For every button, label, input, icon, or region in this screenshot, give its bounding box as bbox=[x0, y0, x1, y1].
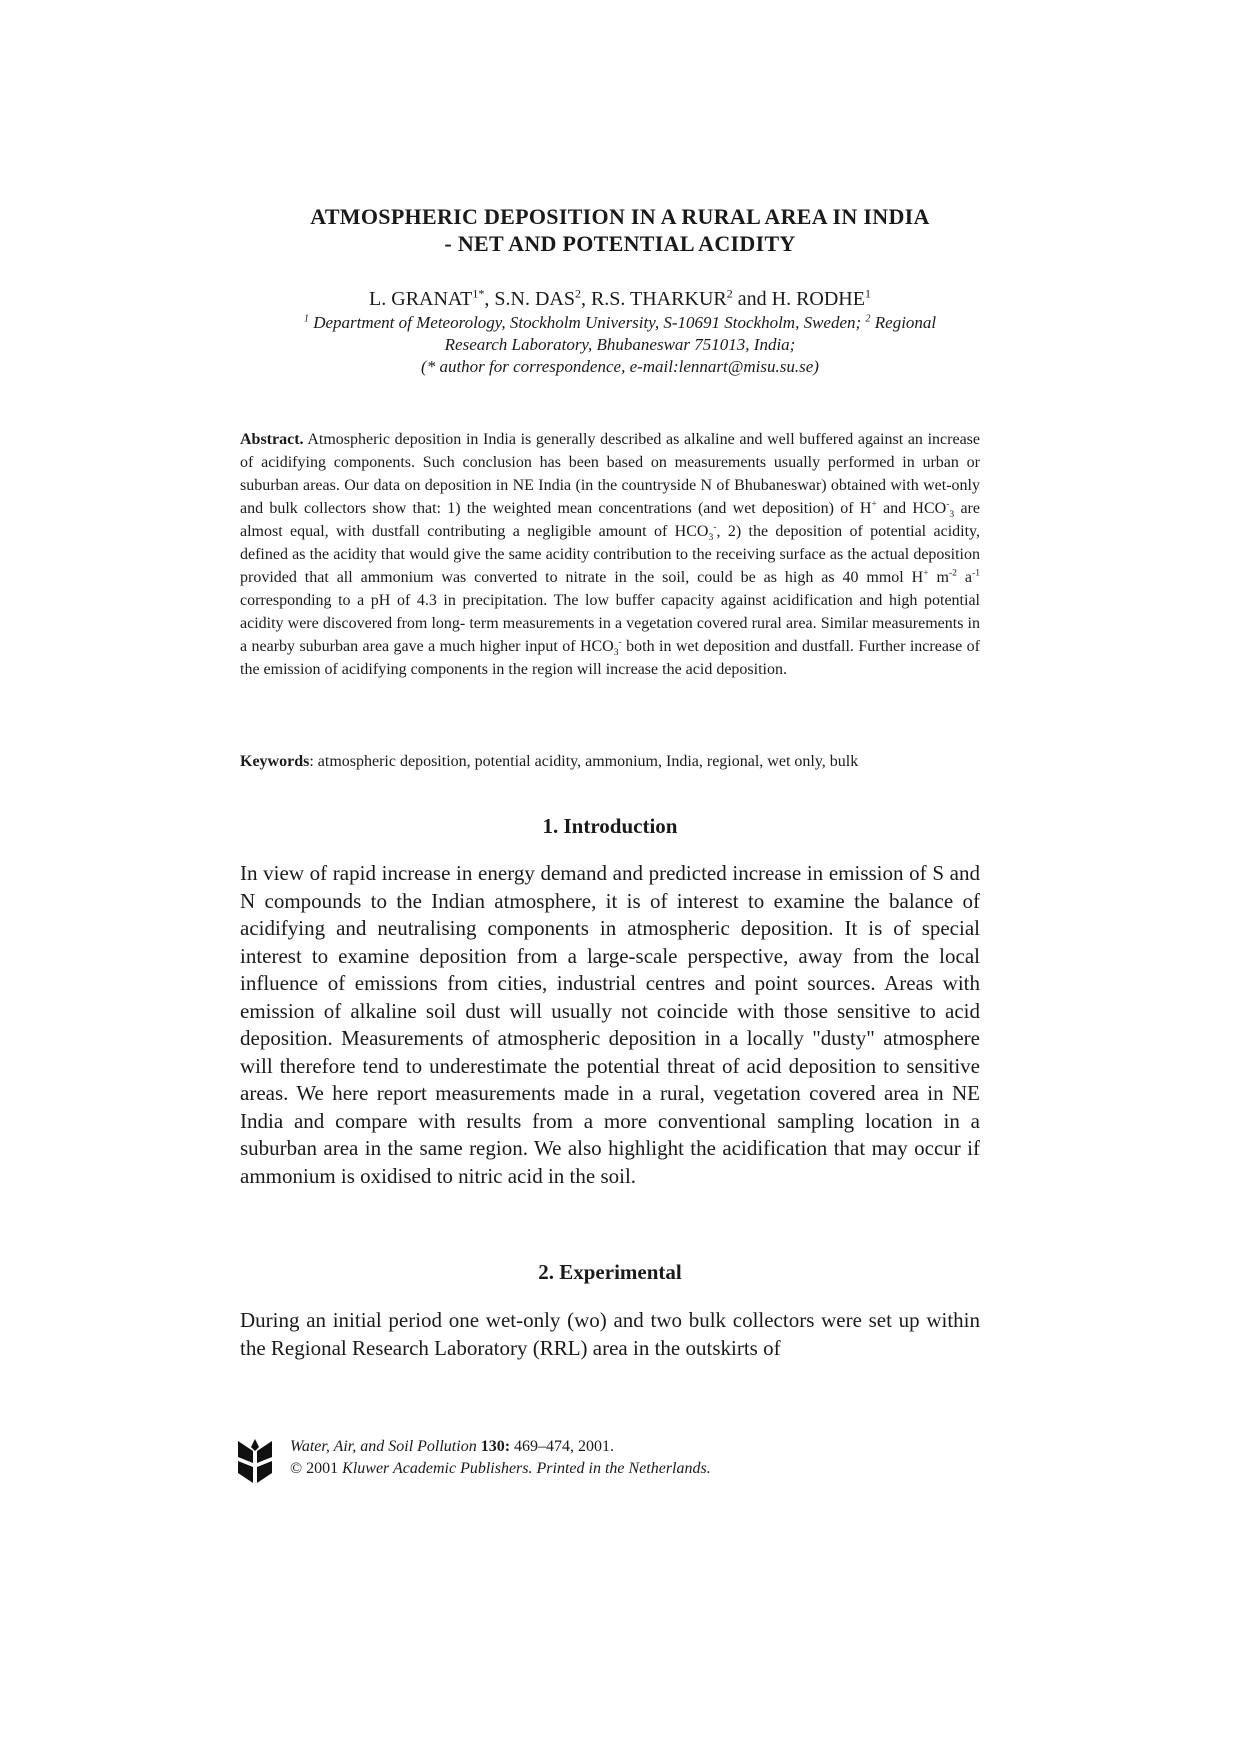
superscript: -1 bbox=[972, 567, 980, 579]
keywords bbox=[240, 750, 1000, 773]
superscript: + bbox=[871, 498, 877, 510]
author-name: H. RODHE bbox=[771, 288, 865, 310]
copyright-mark: © 2001 bbox=[290, 1460, 343, 1477]
abstract-text: and HCO bbox=[876, 500, 947, 517]
abstract-text: , 2) the deposition of potential acidity, defined as the acidity that would give the same acidity contribution to the receiving surface as the actual deposition provided that all ammonium was converted to nitrate in the soil, could be as high as 40 mmol H bbox=[240, 523, 980, 586]
author-affil-mark: 2 bbox=[726, 286, 733, 301]
section-heading-introduction: 1. Introduction bbox=[542, 814, 678, 838]
abstract-text: both in wet deposition and dustfall. Further increase of the emission of acidifying components in the region will increase the acid deposition. bbox=[240, 638, 980, 678]
author-affil-mark: 1 bbox=[864, 286, 871, 301]
superscript: -2 bbox=[948, 567, 957, 579]
section-heading-experimental: 2. Experimental bbox=[538, 1260, 682, 1284]
journal-volume: 130: bbox=[480, 1438, 511, 1455]
keywords-text: : atmospheric deposition, potential acidity, ammonium, India, regional, wet only, bulk bbox=[309, 753, 859, 770]
affiliation-line-2: Research Laboratory, Bhubaneswar 751013, India; bbox=[444, 335, 796, 354]
author-list: L. $GRANAT^{1*}$, S.N. DAS$^2$, R.S. THARKUR$^2$ and H. RODHE$^1$ bbox=[369, 286, 871, 310]
abstract-text: are almost equal, with dustfall contributing a negligible amount of HCO bbox=[240, 500, 980, 540]
affil-text: Regional bbox=[874, 313, 937, 332]
author-affil-mark: 1* bbox=[472, 286, 485, 301]
abstract bbox=[240, 428, 980, 681]
superscript: - bbox=[946, 498, 950, 510]
abstract-text: corresponding to a pH of 4.3 in precipitation. The low buffer capacity against acidification and high potential acidity were discovered from long- term measurements in a vegetation covered rural area. Similar measurements in a nearby suburban area gave a much higher input of HCO bbox=[240, 592, 980, 655]
affiliations bbox=[240, 312, 1000, 378]
title-line-2: - NET AND POTENTIAL ACIDITY bbox=[444, 231, 796, 256]
author-conjunction: and bbox=[737, 288, 767, 310]
affil-mark: 2 bbox=[865, 313, 871, 325]
journal-citation bbox=[290, 1436, 614, 1457]
section-body-introduction: In view of rapid increase in energy demand and predicted increase in emission of S and N compounds to the Indian atmosphere, it is of interest to examine the balance of acidifying and neutralising components in atmospheric deposition. It is of special interest to examine deposition from a large-scale perspective, away from the local influence of emissions from cities, industrial centres and point sources. Areas with emission of alkaline soil dust will usually not coincide with those sensitive to acid deposition. Measurements of atmospheric deposition in a locally "dusty" atmosphere will therefore tend to underestimate the potential threat of acid deposition to sensitive areas. We here report measurements made in a rural, vegetation covered area in NE India and compare with results from a more conventional sampling location in a suburban area in the same region. We also highlight the acidification that may occur if ammonium is oxidised to nitric acid in the soil. bbox=[240, 861, 980, 1188]
keywords-label: Keywords bbox=[240, 753, 310, 770]
journal-pages: 469–474, 2001. bbox=[510, 1438, 615, 1455]
journal-name: Water, Air, and Soil Pollution bbox=[290, 1438, 477, 1455]
superscript: + bbox=[923, 567, 929, 579]
copyright-line bbox=[290, 1458, 711, 1479]
title-line-1: ATMOSPHERIC DEPOSITION IN A RURAL AREA IN INDIA bbox=[310, 204, 930, 229]
subscript: 3 bbox=[708, 532, 714, 544]
paper-title bbox=[240, 203, 1000, 257]
author-name: L. GRANAT bbox=[369, 288, 473, 310]
affiliation-line-1 bbox=[240, 312, 1000, 334]
abstract-text: Atmospheric deposition in India is generally described as alkaline and well buffered against an increase of acidifying components. Such conclusion has been based on measurements usually performed in urban or suburban areas. Our data on deposition in NE India (in the countryside N of Bhubaneswar) obtained with wet-only and bulk collectors show that: 1) the weighted mean concentrations (and wet deposition) of H bbox=[240, 431, 980, 517]
section-body-experimental: During an initial period one wet-only (wo) and two bulk collectors were set up within the Regional Research Laboratory (RRL) area in the outskirts of bbox=[240, 1308, 980, 1360]
author-affil-mark: 2 bbox=[574, 286, 581, 301]
subscript: 3 bbox=[949, 509, 955, 521]
author-name: R.S. THARKUR bbox=[590, 288, 727, 310]
author-name: S.N. DAS bbox=[494, 288, 575, 310]
kluwer-logo-icon bbox=[236, 1437, 274, 1487]
affil-text: Department of Meteorology, Stockholm University, S-10691 Stockholm, Sweden; bbox=[313, 313, 862, 332]
abstract-text: a bbox=[956, 569, 972, 586]
abstract-label: Abstract. bbox=[240, 431, 304, 448]
publisher-name: Kluwer Academic Publishers. Printed in the Netherlands. bbox=[342, 1460, 711, 1477]
affil-mark: 1 bbox=[303, 313, 309, 325]
subscript: 3 bbox=[613, 647, 619, 659]
superscript: - bbox=[713, 521, 717, 533]
correspondence-line: (* author for correspondence, e-mail:lennart@misu.su.se) bbox=[421, 357, 819, 376]
abstract-text: m bbox=[928, 569, 949, 586]
superscript: - bbox=[618, 636, 622, 648]
journal-footer bbox=[236, 1434, 936, 1494]
